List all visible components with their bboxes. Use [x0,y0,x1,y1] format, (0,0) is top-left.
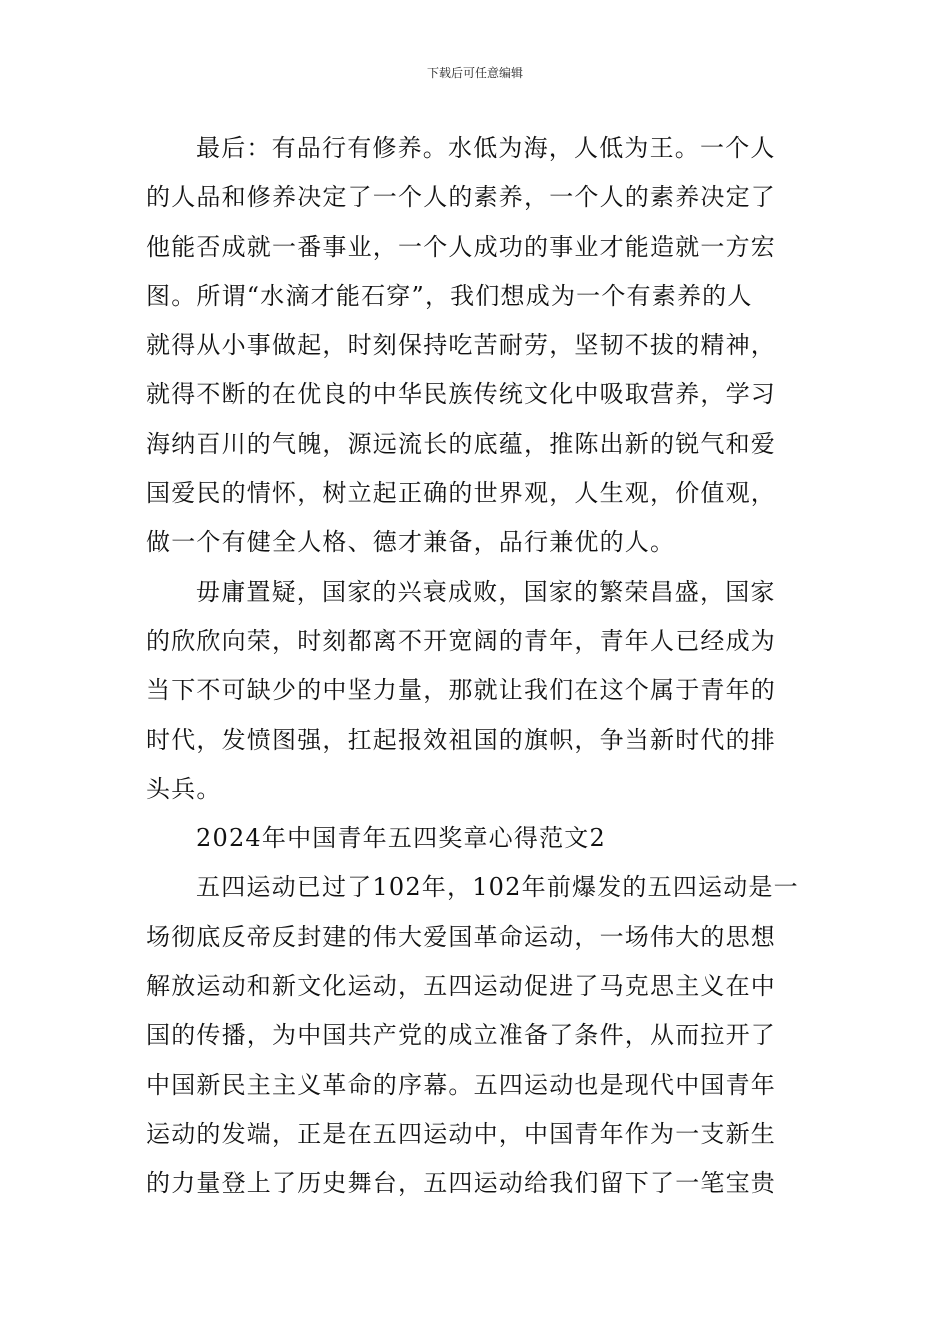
document-body [146,124,808,1209]
paragraph-line: 当下不可缺少的中坚力量，那就让我们在这个属于青年的 [146,676,776,705]
paragraph-line: 的欣欣向荣，时刻都离不开宽阔的青年，青年人已经成为 [146,626,776,655]
paragraph-line: 毋庸置疑，国家的兴衰成败，国家的繁荣昌盛，国家 [196,577,776,606]
page-header: 下载后可任意编辑 [426,66,523,80]
paragraph-line: 场彻底反帝反封建的伟大爱国革命运动，一场伟大的思想 [146,922,776,951]
section-title: 2024年中国青年五四奖章心得范文2 [196,824,606,853]
paragraph-line: 五四运动已过了102年，102年前爆发的五四运动是一 [196,873,799,902]
paragraph-line: 解放运动和新文化运动，五四运动促进了马克思主义在中 [146,972,776,1001]
paragraph-line: 国爱民的情怀，树立起正确的世界观，人生观，价值观， [146,479,776,508]
paragraph-line: 头兵。 [146,774,222,803]
paragraph-line: 就得从小事做起，时刻保持吃苦耐劳，坚韧不拔的精神， [146,331,776,360]
paragraph-line: 海纳百川的气魄，源远流长的底蕴，推陈出新的锐气和爱 [146,429,776,458]
paragraph-line: 运动的发端，正是在五四运动中，中国青年作为一支新生 [146,1119,776,1148]
paragraph-line: 中国新民主主义革命的序幕。五四运动也是现代中国青年 [146,1070,776,1099]
paragraph-line: 的人品和修养决定了一个人的素养，一个人的素养决定了 [146,183,776,212]
paragraph-line: 他能否成就一番事业，一个人成功的事业才能造就一方宏 [146,232,776,261]
paragraph-line: 国的传播，为中国共产党的成立准备了条件，从而拉开了 [146,1021,776,1050]
paragraph-line: 时代，发愤图强，扛起报效祖国的旗帜，争当新时代的排 [146,725,776,754]
paragraph-line: 就得不断的在优良的中华民族传统文化中吸取营养，学习 [146,380,776,409]
paragraph-line: 做一个有健全人格、德才兼备，品行兼优的人。 [146,528,676,557]
paragraph-line: 的力量登上了历史舞台，五四运动给我们留下了一笔宝贵 [146,1169,776,1198]
paragraph-line: 最后：有品行有修养。水低为海，人低为王。一个人 [196,134,776,162]
paragraph-line: 图。所谓“水滴才能石穿”，我们想成为一个有素养的人 [146,281,753,310]
